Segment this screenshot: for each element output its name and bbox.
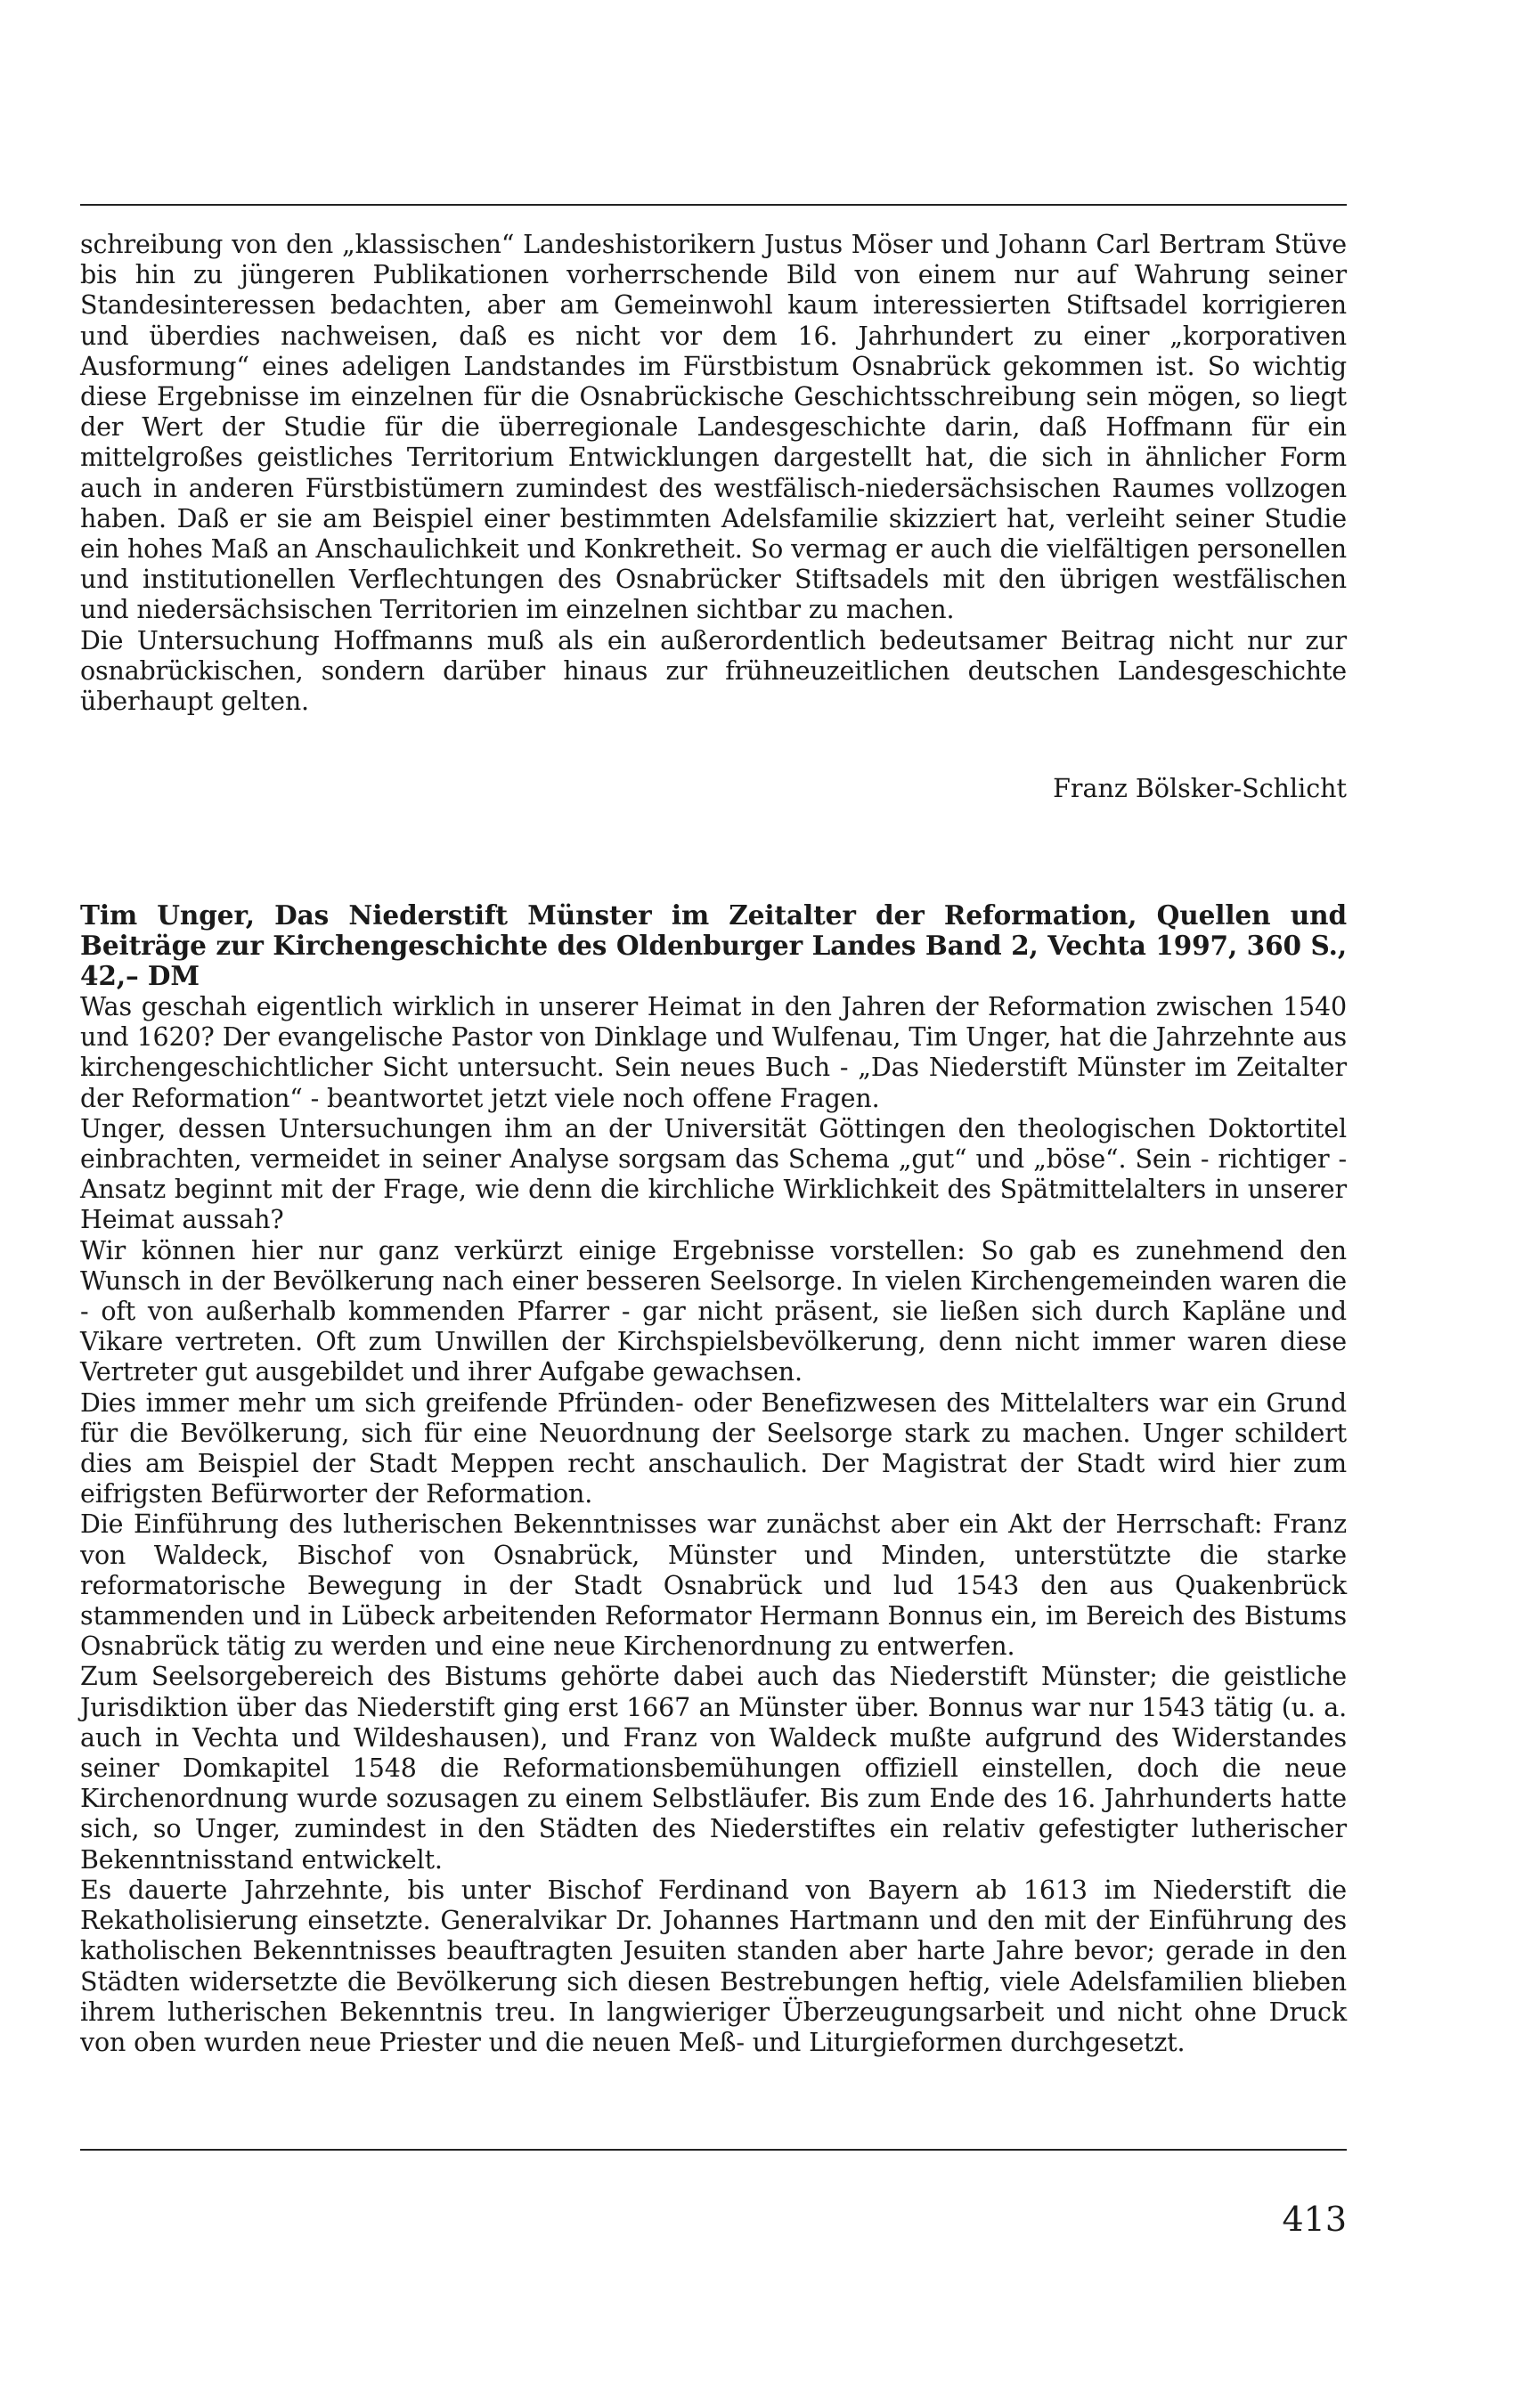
paragraph: Unger, dessen Untersuchungen ihm an der Universität Göttingen den theologischen Doktortitel einbrachten, vermeidet in seiner Analyse sorgsam das Schema „gut“ und „böse“. Sein - richtiger - Ansatz beginnt mit der Frage, wie denn die kirchliche Wirklichkeit des Spätmittelalters in unserer Heimat aussah? (80, 1113, 1347, 1235)
paragraph: Wir können hier nur ganz verkürzt einige Ergebnisse vorstellen: So gab es zunehmend den Wunsch in der Bevölkerung nach einer besseren Seelsorge. In vielen Kirchengemeinden waren die - oft von außerhalb kommenden Pfarrer - gar nicht präsent, sie ließen sich durch Kapläne und Vikare vertreten. Oft zum Unwillen der Kirchspielsbevölkerung, denn nicht immer waren diese Vertreter gut ausgebildet und ihrer Aufgabe gewachsen. (80, 1235, 1347, 1387)
previous-review-text (80, 230, 1347, 717)
bottom-rule (80, 2149, 1347, 2151)
paragraph: Was geschah eigentlich wirklich in unserer Heimat in den Jahren der Reformation zwischen 1540 und 1620? Der evangelische Pastor von Dinklage und Wulfenau, Tim Unger, hat die Jahrzehnte aus kirchengeschichtlicher Sicht untersucht. Sein neues Buch - „Das Niederstift Münster im Zeitalter der Reformation“ - beantwortet jetzt viele noch offene Fragen. (80, 992, 1347, 1113)
paragraph: Es dauerte Jahrzehnte, bis unter Bischof Ferdinand von Bayern ab 1613 im Niederstift die Rekatholisierung einsetzte. Generalvikar Dr. Johannes Hartmann und den mit der Einführung des katholischen Bekenntnisses beauftragten Jesuiten standen aber harte Jahre bevor; gerade in den Städten widersetzte die Bevölkerung sich diesen Bestrebungen heftig, viele Adelsfamilien blieben ihrem lutherischen Bekenntnis treu. In langwieriger Überzeugungsarbeit und nicht ohne Druck von oben wurden neue Priester und die neuen Meß- und Liturgieformen durchgesetzt. (80, 1875, 1347, 2057)
paragraph: Die Untersuchung Hoffmanns muß als ein außerordentlich bedeutsamer Beitrag nicht nur zur osnabrückischen, sondern darüber hinaus zur frühneuzeitlichen deutschen Landesgeschichte überhaupt gelten. (80, 625, 1347, 717)
page-number: 413 (1282, 2200, 1347, 2239)
review-text (80, 992, 1347, 2058)
review-title: Tim Unger, Das Niederstift Münster im Zeitalter der Reformation, Quellen und Beiträge zur Kirchengeschichte des Oldenburger Landes Band 2, Vechta 1997, 360 S., 42,– DM (80, 899, 1347, 992)
top-rule (80, 204, 1347, 206)
paragraph: schreibung von den „klassischen“ Landeshistorikern Justus Möser und Johann Carl Bertram Stüve bis hin zu jüngeren Publikationen vorherrschende Bild von einem nur auf Wahrung seiner Standesinteressen bedachten, aber am Gemeinwohl kaum interessierten Stiftsadel korrigieren und überdies nachweisen, daß es nicht vor dem 16. Jahrhundert zu einer „korporativen Ausformung“ eines adeligen Landstandes im Fürstbistum Osnabrück gekommen ist. So wichtig diese Ergebnisse im einzelnen für die Osnabrückische Geschichtsschreibung sein mögen, so liegt der Wert der Studie für die überregionale Landesgeschichte darin, daß Hoffmann für ein mittelgroßes geistliches Territorium Entwicklungen dargestellt hat, die sich in ähnlicher Form auch in anderen Fürstbistümern zumindest des westfälisch-niedersächsischen Raumes vollzogen haben. Daß er sie am Beispiel einer bestimmten Adelsfamilie skizziert hat, verleiht seiner Studie ein hohes Maß an Anschaulichkeit und Konkretheit. So vermag er auch die vielfältigen personellen und institutionellen Verflechtungen des Osnabrücker Stiftsadels mit den übrigen westfälischen und niedersächsischen Territorien im einzelnen sichtbar zu machen. (80, 230, 1347, 625)
paragraph: Die Einführung des lutherischen Bekenntnisses war zunächst aber ein Akt der Herrschaft: Franz von Waldeck, Bischof von Osnabrück, Münster und Minden, unterstützte die starke reformatorische Bewegung in der Stadt Osnabrück und lud 1543 den aus Quakenbrück stammenden und in Lübeck arbeitenden Reformator Hermann Bonnus ein, im Bereich des Bistums Osnabrück tätig zu werden und eine neue Kirchenordnung zu entwerfen. (80, 1509, 1347, 1662)
paragraph: Dies immer mehr um sich greifende Pfründen- oder Benefizwesen des Mittelalters war ein Grund für die Bevölkerung, sich für eine Neuordnung der Seelsorge stark zu machen. Unger schildert dies am Beispiel der Stadt Meppen recht anschaulich. Der Magistrat der Stadt wird hier zum eifrigsten Befürworter der Reformation. (80, 1387, 1347, 1509)
paragraph: Zum Seelsorgebereich des Bistums gehörte dabei auch das Niederstift Münster; die geistliche Jurisdiktion über das Niederstift ging erst 1667 an Münster über. Bonnus war nur 1543 tätig (u. a. auch in Vechta und Wildeshausen), und Franz von Waldeck mußte aufgrund des Widerstandes seiner Domkapitel 1548 die Reformationsbemühungen offiziell einstellen, doch die neue Kirchenordnung wurde sozusagen zu einem Selbstläufer. Bis zum Ende des 16. Jahrhunderts hatte sich, so Unger, zumindest in den Städten des Niederstiftes ein relativ gefestigter lutherischer Bekenntnisstand entwickelt. (80, 1662, 1347, 1875)
document-page (80, 0, 1347, 2408)
reviewer-signature: Franz Bölsker-Schlicht (1053, 774, 1347, 803)
